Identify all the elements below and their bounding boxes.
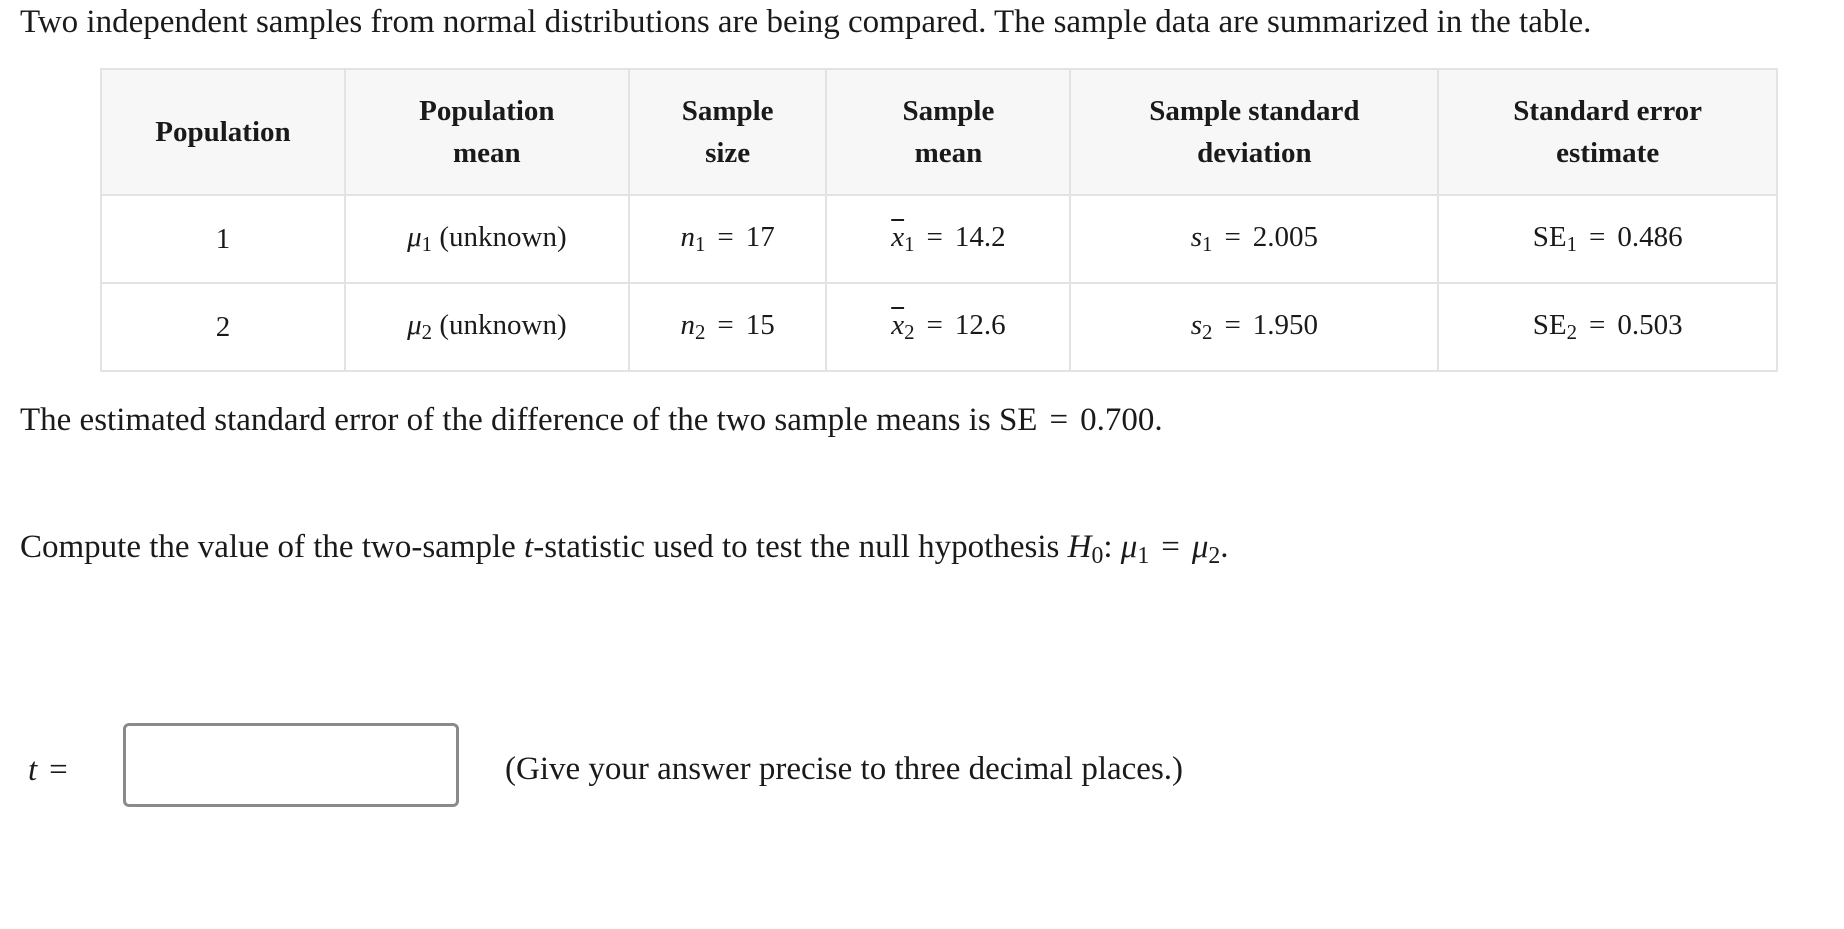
- cell-population-mean: $\mu_1$ (unknown): [345, 195, 629, 283]
- cell-standard-error: $SE_1 = 0.486$: [1438, 195, 1777, 283]
- answer-precision-hint: (Give your answer precise to three decimal places.): [505, 751, 1184, 787]
- t-equals-label: t =: [28, 752, 68, 788]
- cell-sample-sd: $s_2 = 1.950$: [1070, 283, 1438, 371]
- question-text: Compute the value of the two-sample t-statistic used to test the null hypothesis $H_0$: $\mu_1 = \mu_2$.: [20, 529, 1229, 569]
- header-row: [101, 69, 1777, 195]
- cell-population: 2: [101, 283, 345, 371]
- summary-table: [100, 68, 1778, 372]
- table-row-population-1: [101, 195, 1777, 283]
- standard-error-statement: The estimated standard error of the difference of the two sample means is SE = 0.700.: [20, 402, 1163, 438]
- t-statistic-answer-input[interactable]: [123, 723, 459, 807]
- cell-standard-error: $SE_2 = 0.503$: [1438, 283, 1777, 371]
- header-population: Population: [101, 69, 345, 195]
- cell-sample-mean: $\overline{x}_2 = 12.6$: [826, 283, 1070, 371]
- header-sample-size: Sample size: [629, 69, 827, 195]
- intro-text: Two independent samples from normal distributions are being compared. The sample data are summarized in the table.: [20, 4, 1592, 40]
- cell-sample-mean: $\overline{x}_1 = 14.2$: [826, 195, 1070, 283]
- header-standard-error: Standard error estimate: [1438, 69, 1777, 195]
- cell-population: 1: [101, 195, 345, 283]
- cell-sample-size: $n_1 = 17$: [629, 195, 827, 283]
- cell-population-mean: $\mu_2$ (unknown): [345, 283, 629, 371]
- header-population-mean: Population mean: [345, 69, 629, 195]
- header-sample-sd: Sample standard deviation: [1070, 69, 1438, 195]
- table-row-population-2: [101, 283, 1777, 371]
- header-sample-mean: Sample mean: [826, 69, 1070, 195]
- cell-sample-sd: $s_1 = 2.005$: [1070, 195, 1438, 283]
- cell-sample-size: $n_2 = 15$: [629, 283, 827, 371]
